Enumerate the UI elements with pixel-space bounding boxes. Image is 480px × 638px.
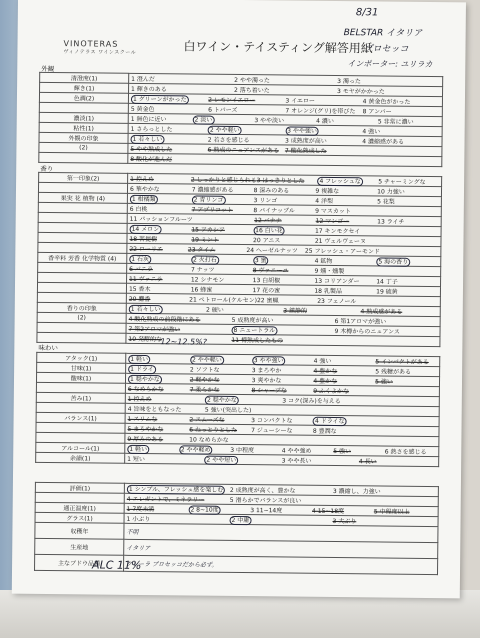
aroma-option[interactable]: 12 シナモン (190, 276, 225, 284)
aroma-option[interactable]: 22 ローリエ (129, 245, 163, 254)
appearance-option[interactable]: 2 レモンイエロー (208, 96, 256, 105)
aroma-option[interactable]: 8 ヴァニーユ (252, 267, 289, 275)
appearance-row-label: 濃淡(1) (39, 112, 128, 123)
aroma-option[interactable]: 5 海の香り (376, 256, 438, 266)
aroma-option[interactable] (376, 266, 438, 276)
aroma-row-label: 香辛料 芳香 化学物質 (4) (38, 252, 127, 263)
taste-option[interactable] (313, 436, 375, 446)
taste-option[interactable]: 3 爽やかな (251, 377, 282, 385)
taste-option[interactable] (360, 396, 437, 406)
aroma-option[interactable]: 8 パイナップル (253, 207, 295, 215)
aroma-option[interactable]: 21 ヴェルヴェーヌ (314, 237, 366, 246)
aroma-option[interactable]: 2 硬い (205, 306, 224, 314)
summary-row-label: グラス(1) (35, 512, 124, 523)
aroma-option[interactable]: 1 石灰 (129, 254, 191, 264)
aroma-option[interactable]: 17 キンモクセイ (314, 227, 361, 236)
taste-option[interactable]: 2 やや軽い (190, 354, 252, 364)
taste-option[interactable]: 4 強い (313, 357, 332, 365)
appearance-option[interactable] (362, 156, 439, 166)
aroma-option[interactable]: 10 発酵的な (128, 335, 163, 344)
taste-option[interactable]: 5 インパクトがある (375, 358, 429, 366)
aroma-row-label (37, 332, 126, 343)
taste-row-label: 苦み(1) (36, 392, 125, 403)
aroma-option[interactable]: 12 バナナ (254, 217, 282, 225)
summary-option[interactable]: 5 中程度以上 (373, 508, 410, 516)
handwritten-alc: ALC 11% (92, 558, 142, 572)
taste-option[interactable]: 2 やや短い (204, 455, 281, 465)
appearance-option[interactable]: 1 若々しい (130, 134, 207, 144)
aroma-option[interactable]: 16 蜂蜜 (190, 286, 213, 294)
appearance-option[interactable]: 7 オレンジ(グリ)を帯びた (285, 107, 356, 116)
summary-option[interactable]: 2 8~10度 (188, 504, 250, 514)
aroma-option[interactable]: 3 はっきりとした (256, 177, 305, 185)
appearance-option[interactable]: 2 やや濁った (234, 76, 270, 85)
aroma-option[interactable]: 13 ライチ (377, 218, 405, 226)
aroma-option[interactable] (377, 236, 439, 246)
taste-option[interactable]: 6 熱さを感じる (384, 448, 427, 456)
appearance-option[interactable] (208, 155, 285, 165)
appearance-option[interactable]: 5 黄金色 (130, 105, 155, 114)
taste-option[interactable]: 2 軽やかな (189, 376, 220, 384)
summary-option[interactable]: 不明 (126, 528, 139, 536)
appearance-table (38, 72, 443, 167)
appearance-option[interactable]: 2 落ち着いた (234, 86, 270, 95)
aroma-option[interactable]: 19 ミント (191, 236, 219, 244)
aroma-option[interactable]: 20 麝香 (128, 295, 151, 304)
aroma-option[interactable] (378, 296, 438, 306)
handwritten-importer: インポーター: ユリラカ (347, 59, 433, 69)
aroma-option[interactable] (377, 206, 439, 216)
taste-option[interactable]: 2 ソフトな (189, 366, 220, 374)
appearance-option[interactable]: 4 黄金色がかった (362, 98, 411, 106)
aroma-option[interactable]: 12 マンゴー (315, 217, 350, 226)
handwritten-wine: プロセッコ (363, 44, 409, 55)
appearance-option[interactable]: 3 モヤがかかった (337, 88, 385, 96)
aroma-option[interactable] (380, 246, 439, 256)
aroma-option[interactable] (193, 214, 255, 224)
taste-option[interactable]: 7 柔らかな (189, 386, 220, 394)
aroma-option[interactable]: 1 控えめ (130, 175, 154, 184)
section-aroma-label: 香り (40, 164, 54, 174)
summary-row-label: 生産地 (35, 538, 124, 555)
section-taste-label: 味わい (38, 343, 58, 353)
taste-option[interactable] (375, 386, 437, 396)
logo-text: VINOTERAS (63, 39, 119, 49)
aroma-row-label: 香りの印象 (37, 302, 126, 313)
logo-subtext: ヴィノテラス ワインスクール (63, 49, 137, 56)
appearance-option[interactable] (362, 146, 439, 156)
aroma-option[interactable]: 23 タイム (187, 246, 216, 254)
summary-option[interactable]: 2 成熟度が高く、豊かな (229, 486, 296, 495)
taste-option[interactable] (251, 435, 313, 445)
taste-option[interactable]: 1 短い (127, 455, 145, 464)
taste-option[interactable]: 3 やや長い (281, 457, 312, 465)
aroma-option[interactable]: 3 鎮静的 (283, 307, 308, 315)
taste-option[interactable] (282, 405, 359, 415)
aroma-option[interactable]: 6 第1アロマが強い (334, 317, 387, 326)
summary-row-options (124, 555, 438, 574)
taste-option[interactable]: 3 まろやか (251, 367, 282, 375)
taste-option[interactable]: 5 強い (333, 447, 352, 456)
appearance-row-label: 清澄度(1) (40, 72, 129, 83)
appearance-option[interactable]: 3 成熟度が高い (284, 137, 327, 145)
aroma-option[interactable]: 1 柑橘類 (130, 194, 192, 204)
aroma-option[interactable]: 11 ヴァニラ (129, 275, 163, 284)
taste-option[interactable]: 1 軽い (127, 444, 179, 454)
appearance-row-label: 粘性(1) (39, 122, 128, 133)
aroma-option[interactable]: 13 コリアンダー (314, 277, 360, 286)
aroma-option[interactable] (377, 226, 439, 236)
aroma-option[interactable]: 4 洋梨 (315, 197, 334, 205)
aroma-option[interactable]: 9 木樽からのニュアンス (334, 327, 400, 336)
aroma-option[interactable]: 14 丁子 (376, 278, 398, 286)
aroma-option[interactable]: 2 青リンゴ (192, 194, 254, 204)
taste-option[interactable]: 6 ねっとりとした (189, 426, 238, 434)
appearance-option[interactable]: 1 輝きのある (131, 85, 167, 94)
taste-option[interactable]: 3 やや強い (252, 355, 314, 365)
aroma-option[interactable]: 20 アニス (253, 237, 281, 245)
tasting-sheet (12, 0, 466, 598)
taste-option[interactable]: 1 穏やかな (128, 374, 190, 384)
aroma-option[interactable]: 7 濃縮感がある (191, 186, 234, 194)
aroma-option[interactable]: 15 アカシア (191, 226, 225, 234)
summary-option[interactable]: 2 中庸 (230, 515, 333, 525)
aroma-option[interactable]: 13 白胡椒 (252, 277, 281, 285)
aroma-option[interactable]: 18 菩提樹 (129, 235, 158, 244)
aroma-option[interactable]: 8 ニュートラル (232, 325, 335, 335)
taste-option[interactable]: 3 中程度 (230, 446, 255, 455)
aroma-option[interactable]: 6 バニラ (129, 265, 153, 274)
aroma-option[interactable]: 11 パッションフルーツ (129, 215, 193, 224)
aroma-option[interactable]: 10 力強い (377, 188, 405, 196)
taste-option[interactable]: 3 コンパクトな (251, 417, 293, 425)
summary-option[interactable]: 1 小ぶり (126, 515, 151, 524)
taste-option[interactable] (375, 416, 437, 426)
aroma-option[interactable]: 4 フレッシュな (317, 176, 378, 186)
aroma-option[interactable]: 3 蜜 (253, 255, 315, 265)
taste-option[interactable]: 1 軽い (128, 354, 190, 364)
page-title: 白ワイン・テイスティング解答用紙 (183, 39, 373, 56)
aroma-option[interactable] (334, 336, 437, 346)
aroma-option[interactable]: 9 マスカット (315, 207, 351, 216)
taste-option[interactable]: 4 豊かな (313, 377, 338, 386)
aroma-option[interactable]: 25 フレッシュ・アーモンド (304, 247, 380, 256)
taste-option[interactable]: 3 コク(深み)を与える (282, 397, 341, 406)
aroma-option[interactable]: 17 花の蜜 (252, 287, 281, 295)
appearance-option[interactable]: 4 濃縮感がある (362, 138, 405, 146)
taste-row-label: バランス(1) (36, 412, 125, 423)
appearance-row-label: 輝き(1) (40, 82, 129, 93)
taste-option[interactable]: 1 スリムな (127, 415, 158, 424)
taste-option[interactable]: 4 長い (358, 458, 377, 466)
taste-option[interactable]: 1 ドライ (128, 364, 190, 374)
taste-option[interactable] (359, 406, 436, 416)
appearance-row-label: 色調(2) (39, 92, 128, 103)
appearance-option[interactable]: 3 やや淡い (254, 117, 285, 125)
taste-option[interactable]: 10 なめらかな (189, 436, 229, 444)
aroma-option[interactable]: 2 しっかりと感じられる (190, 176, 257, 185)
aroma-row-label: 第一印象(2) (39, 172, 128, 183)
aroma-option[interactable]: 7 ナッツ (190, 266, 215, 274)
aroma-option[interactable]: 1 若々しい (129, 304, 206, 314)
appearance-option[interactable]: 8 アンバー (362, 108, 392, 116)
taste-option[interactable]: 4 やや強め (281, 447, 312, 455)
aroma-row-label: (2) (37, 312, 126, 323)
taste-row-label: アルコール(1) (36, 442, 125, 453)
aroma-option[interactable]: 4 鉱物 (314, 257, 333, 265)
summary-row-label: 評価(1) (35, 482, 124, 493)
summary-option[interactable]: 1 シンプル、フレッシュ感を楽しむ (127, 484, 230, 494)
taste-option[interactable]: 5 強い(突出した) (204, 406, 252, 415)
aroma-option[interactable]: 14 メロン (130, 224, 192, 234)
taste-option[interactable]: 5 強い (375, 378, 393, 386)
taste-option[interactable]: 8 豊潤な (312, 427, 337, 436)
aroma-option[interactable]: 2 火打石 (191, 254, 253, 264)
appearance-option[interactable]: 5 やや熟成した (130, 145, 173, 154)
school-logo (63, 39, 136, 56)
summary-option[interactable]: 3 大ぶり (332, 517, 357, 526)
handwritten-abv-guess: 12~12.5%? (160, 337, 208, 347)
appearance-option[interactable]: 6 熟成のニュアンスがある (207, 146, 280, 155)
aroma-option[interactable]: 6 白桃 (129, 205, 148, 214)
appearance-option[interactable]: 1 無色に近い (130, 115, 167, 124)
taste-option[interactable]: 2 スムーズな (189, 416, 225, 424)
aroma-option[interactable]: 5 成熟度が高い (231, 316, 274, 325)
section-appearance-label: 外観 (41, 64, 55, 74)
appearance-option[interactable]: 1 さらっとした (130, 125, 173, 134)
taste-row-label: アタック(1) (37, 352, 126, 363)
aroma-option[interactable]: 9 燻・燻製 (314, 267, 345, 276)
taste-option[interactable] (375, 436, 437, 446)
aroma-option[interactable]: 7 アプリコット (191, 206, 233, 214)
taste-option[interactable]: 9 ふくよかな (313, 387, 350, 396)
aroma-option[interactable]: 5 花梨 (377, 198, 395, 206)
appearance-row-label: (2) (39, 142, 128, 153)
appearance-option[interactable]: 7 酸化熟成した (284, 147, 327, 155)
aroma-table (36, 172, 442, 347)
summary-option[interactable]: イタリア (126, 544, 151, 553)
taste-option[interactable]: 2 やや軽め (179, 444, 231, 454)
taste-option[interactable]: 7 ジューシーな (251, 427, 293, 435)
aroma-option[interactable]: 21 ペトロール(ケルセン) (189, 296, 257, 305)
taste-option[interactable]: 6 なめらかな (127, 385, 164, 394)
taste-option[interactable] (375, 426, 437, 436)
appearance-option[interactable]: 3 濁った (337, 78, 361, 86)
handwritten-date: 8/31 (355, 7, 379, 19)
appearance-option[interactable]: 2 やや軽い (208, 125, 285, 135)
taste-row-label: 余韻(1) (36, 452, 125, 463)
aroma-option[interactable]: 7 第2アロマが強い (128, 325, 181, 334)
appearance-option[interactable]: 1 グリーンがかった (131, 94, 208, 104)
appearance-option[interactable]: 2 淡い (193, 114, 255, 124)
appearance-option[interactable]: 3 イエロー (285, 97, 315, 105)
aroma-option[interactable]: 16 白い花 (253, 225, 315, 235)
appearance-option[interactable]: 3 やや強い (285, 125, 362, 135)
appearance-row-label: 外観の印象 (39, 132, 128, 143)
appearance-option[interactable]: 5 非常に濃い (377, 118, 414, 126)
aroma-option[interactable]: 4 熟成感がある (360, 308, 403, 316)
taste-option[interactable]: 4 旨味をともなった (127, 405, 182, 414)
summary-option[interactable]: 4 エレガントで、ミネラリー (126, 495, 205, 504)
taste-option[interactable]: 4 ドライな (313, 416, 375, 426)
appearance-option[interactable]: 1 澄んだ (131, 75, 155, 84)
taste-option[interactable]: 5 まろやかな (127, 425, 164, 434)
taste-option[interactable]: 8 シャープな (251, 387, 287, 395)
aroma-option[interactable]: 19 硫黄 (376, 288, 398, 296)
taste-option[interactable]: 2 穏やかな (205, 395, 282, 405)
appearance-option[interactable]: 4 濃い (316, 117, 334, 125)
taste-option[interactable]: 4 豊かな (313, 367, 338, 376)
aroma-option[interactable]: 24 ヘーゼルナッツ (246, 247, 298, 255)
summary-option[interactable]: 4 15~18度 (312, 507, 345, 516)
summary-option[interactable]: グレーラ プロセッコだから必ず。 (126, 560, 218, 569)
aroma-option[interactable]: 8 深みのある (253, 187, 290, 195)
taste-option[interactable]: 1 控えめ (127, 395, 152, 404)
appearance-row-label (39, 152, 128, 163)
summary-option[interactable]: 3 濃縮し、力強い (332, 487, 381, 496)
taste-option[interactable]: 9 厚みのある (127, 435, 164, 444)
summary-row-label: 収穫年 (35, 522, 124, 539)
aroma-option[interactable]: 5 チャーミングな (378, 178, 426, 186)
appearance-option[interactable]: 4 強い (362, 128, 381, 136)
aroma-option[interactable]: 3 リンゴ (253, 197, 278, 205)
appearance-option[interactable]: 8 酸化が進んだ (130, 155, 173, 164)
summary-row-label: 主なブドウ品種 (35, 554, 124, 571)
summary-option[interactable]: 1 7度未満 (126, 505, 155, 514)
summary-option[interactable]: 3 11~14度 (250, 507, 283, 515)
handwritten-producer: BELSTAR イタリア (343, 28, 423, 39)
appearance-option[interactable] (285, 155, 362, 165)
appearance-option[interactable]: 2 若さを感じる (207, 136, 250, 145)
aroma-option[interactable]: 23 フェノール (317, 297, 357, 306)
aroma-option[interactable]: 15 香木 (128, 285, 151, 294)
taste-table (35, 352, 440, 467)
aroma-option[interactable]: 22 蜜蝋 (256, 297, 279, 305)
aroma-option[interactable]: 11 樽熟成したもの (231, 336, 284, 345)
taste-option[interactable]: 5 残糖がある (375, 368, 412, 376)
aroma-option[interactable]: 4 酸化熟成の前段階にある (128, 315, 201, 324)
aroma-option[interactable]: 9 複雑な (315, 187, 340, 196)
aroma-row-label: 果実 花 植物 (4) (38, 192, 127, 203)
taste-row-label: 酸味(1) (36, 372, 125, 383)
summary-option[interactable]: 5 滑らかでバランスが良い (229, 496, 302, 505)
taste-row-label: 甘味(1) (37, 362, 126, 373)
summary-option[interactable] (333, 496, 436, 506)
summary-row-label: 適正温度(1) (35, 502, 124, 513)
appearance-option[interactable]: 6 トパーズ (208, 106, 238, 114)
aroma-option[interactable]: 6 華やかな (129, 185, 160, 194)
aroma-option[interactable]: 18 乳製品 (314, 287, 342, 296)
